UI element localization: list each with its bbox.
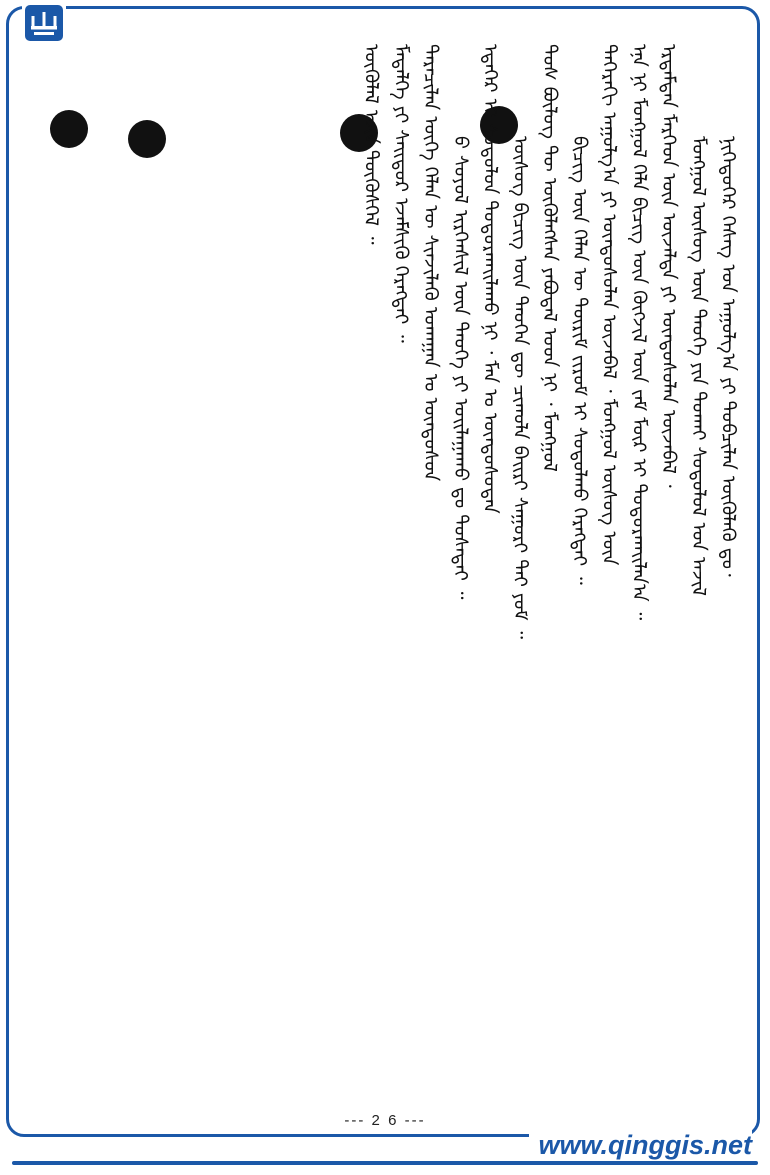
text-column: ᠲᠡᠷᠡᠴᠢᠯᠡᠨ ᠦᠭᠡ ᠬᠡᠯᠡᠨ ᠦ ᠰᠢᠨᠵᠢᠯᠡᠬᠦ ᠤᠬᠠᠭᠠᠨ ᠤ ᠦᠨᠳᠦᠰᠦᠨ xyxy=(419,44,442,482)
text-column: ᠨᠢᠭᠡᠳᠦᠭᠡᠷ ᠬᠡᠰᠡᠭ ᠤᠨ ᠠᠭᠤᠯᠭ᠎ᠠ ᠶᠢ ᠲᠣᠪᠴᠢᠯᠠᠨ ᠦᠭᠦᠯᠡᠬᠦ ᠳᠤ᠂ xyxy=(717,136,739,577)
text-column: ᠪᠢᠴᠢᠭ ᠦᠨ ᠬᠡᠯᠡᠨ ᠦ ᠳᠦᠷᠢᠮ ᠵᠢᠷᠤᠮ ᠢ ᠰᠤᠳᠤᠯᠬᠤ ᠬᠡᠷᠡᠭᠲᠡᠢ ᠃ xyxy=(568,136,591,585)
vertical-text-columns xyxy=(355,44,742,1094)
list-bullet xyxy=(50,110,88,148)
page-number: --- 2 6 --- xyxy=(344,1112,426,1129)
mongolian-crown-logo-icon xyxy=(22,2,66,44)
footer xyxy=(0,1130,770,1175)
text-column: ᠳᠡᠭᠡᠷᠡᠬᠢ ᠠᠭᠤᠯᠭ᠎ᠠ ᠶᠢ ᠦᠨᠳᠦᠰᠦᠯᠡᠨ ᠦᠵᠡᠪᠡᠯ ᠂ ᠮᠣᠩᠭᠤᠯ ᠦᠰᠦᠭ ᠦᠨ xyxy=(598,44,620,566)
list-bullet xyxy=(128,120,166,158)
text-column: ᠡᠷᠳᠡᠮᠲᠡᠨ ᠮᠡᠷᠭᠡᠳ ᠦᠨ ᠦᠵᠡᠯᠲᠡ ᠶᠢ ᠦᠨᠳᠦᠰᠦᠯᠡᠨ ᠦᠵᠡᠪᠡᠯ ᠂ xyxy=(657,44,680,488)
text-column: ᠮᠡᠳᠡᠯᠭᠡ ᠶᠢ ᠰᠠᠢᠲᠤᠷ ᠡᠵᠡᠮᠰᠢᠬᠦ ᠬᠡᠷᠡᠭᠲᠡᠢ ᠃ xyxy=(389,44,412,343)
mongolian-text-body xyxy=(18,44,748,1094)
text-column: ᠲᠤᠰ ᠪᠦᠯᠦᠭ ᠲᠦ ᠦᠭᠦᠯᠡᠭᠰᠡᠨ ᠶᠠᠪᠤᠳᠠᠯ ᠤᠳ ᠨᠢ ᠂ ᠮᠣᠩᠭᠤᠯ xyxy=(538,44,561,472)
text-column: ᠦᠭᠦᠯᠡᠯ ᠦᠨ ᠲᠥᠭᠦᠰᠭᠡᠯ ᠃ xyxy=(360,44,382,245)
text-column: ᠡᠳᠡᠭᠡᠷ ᠢ ᠰᠤᠳᠤᠯᠤᠨ ᠲᠣᠳᠤᠷᠬᠠᠢᠯᠠᠬᠤ ᠨᠢ ᠂ ᠮᠠᠨ ᠤ ᠦᠨᠳᠦᠰᠦᠲᠡᠨ xyxy=(479,44,501,514)
text-column: ᠡᠨᠡ ᠨᠢ ᠮᠣᠩᠭᠤᠯ ᠬᠡᠯᠡ ᠪᠢᠴᠢᠭ ᠦᠨ ᠬᠥᠭᠵᠢᠯ ᠦᠨ ᠵᠠᠮ ᠮᠥᠷ ᠢ ᠲᠣᠳᠤᠷᠬᠠᠢᠯᠠᠨ᠎ᠠ ᠃ xyxy=(627,44,650,621)
text-column: ᠤ᠋ ᠰᠤᠶᠤᠯ ᠢᠷᠭᠡᠨᠰᠢᠯ ᠦᠨ ᠲᠡᠦᠬᠡ ᠶᠢ ᠣᠢᠯᠠᠭᠠᠬᠤ ᠳᠤ ᠲᠤᠰᠠᠲᠠᠢ ᠃ xyxy=(449,136,472,600)
footer-website-url[interactable]: www.qinggis.net xyxy=(529,1130,753,1161)
footer-divider xyxy=(12,1161,758,1165)
text-column: ᠮᠣᠩᠭᠤᠯ ᠦᠰᠦᠭ ᠦᠨ ᠲᠡᠦᠬᠡ ᠶᠢᠨ ᠲᠤᠬᠠᠢ ᠰᠤᠳᠤᠯᠤᠯ ᠤᠨ ᠠᠵᠢᠯ xyxy=(687,136,710,597)
text-column: ᠦᠰᠦᠭ ᠪᠢᠴᠢᠭ ᠦᠨ ᠲᠡᠦᠬᠡᠨ ᠳᠦ ᠴᠢᠬᠤᠯᠠ ᠪᠠᠢᠷᠢ ᠰᠠᠭᠤᠷᠢ ᠲᠠᠢ ᠶᠤᠮ ᠃ xyxy=(508,136,531,640)
